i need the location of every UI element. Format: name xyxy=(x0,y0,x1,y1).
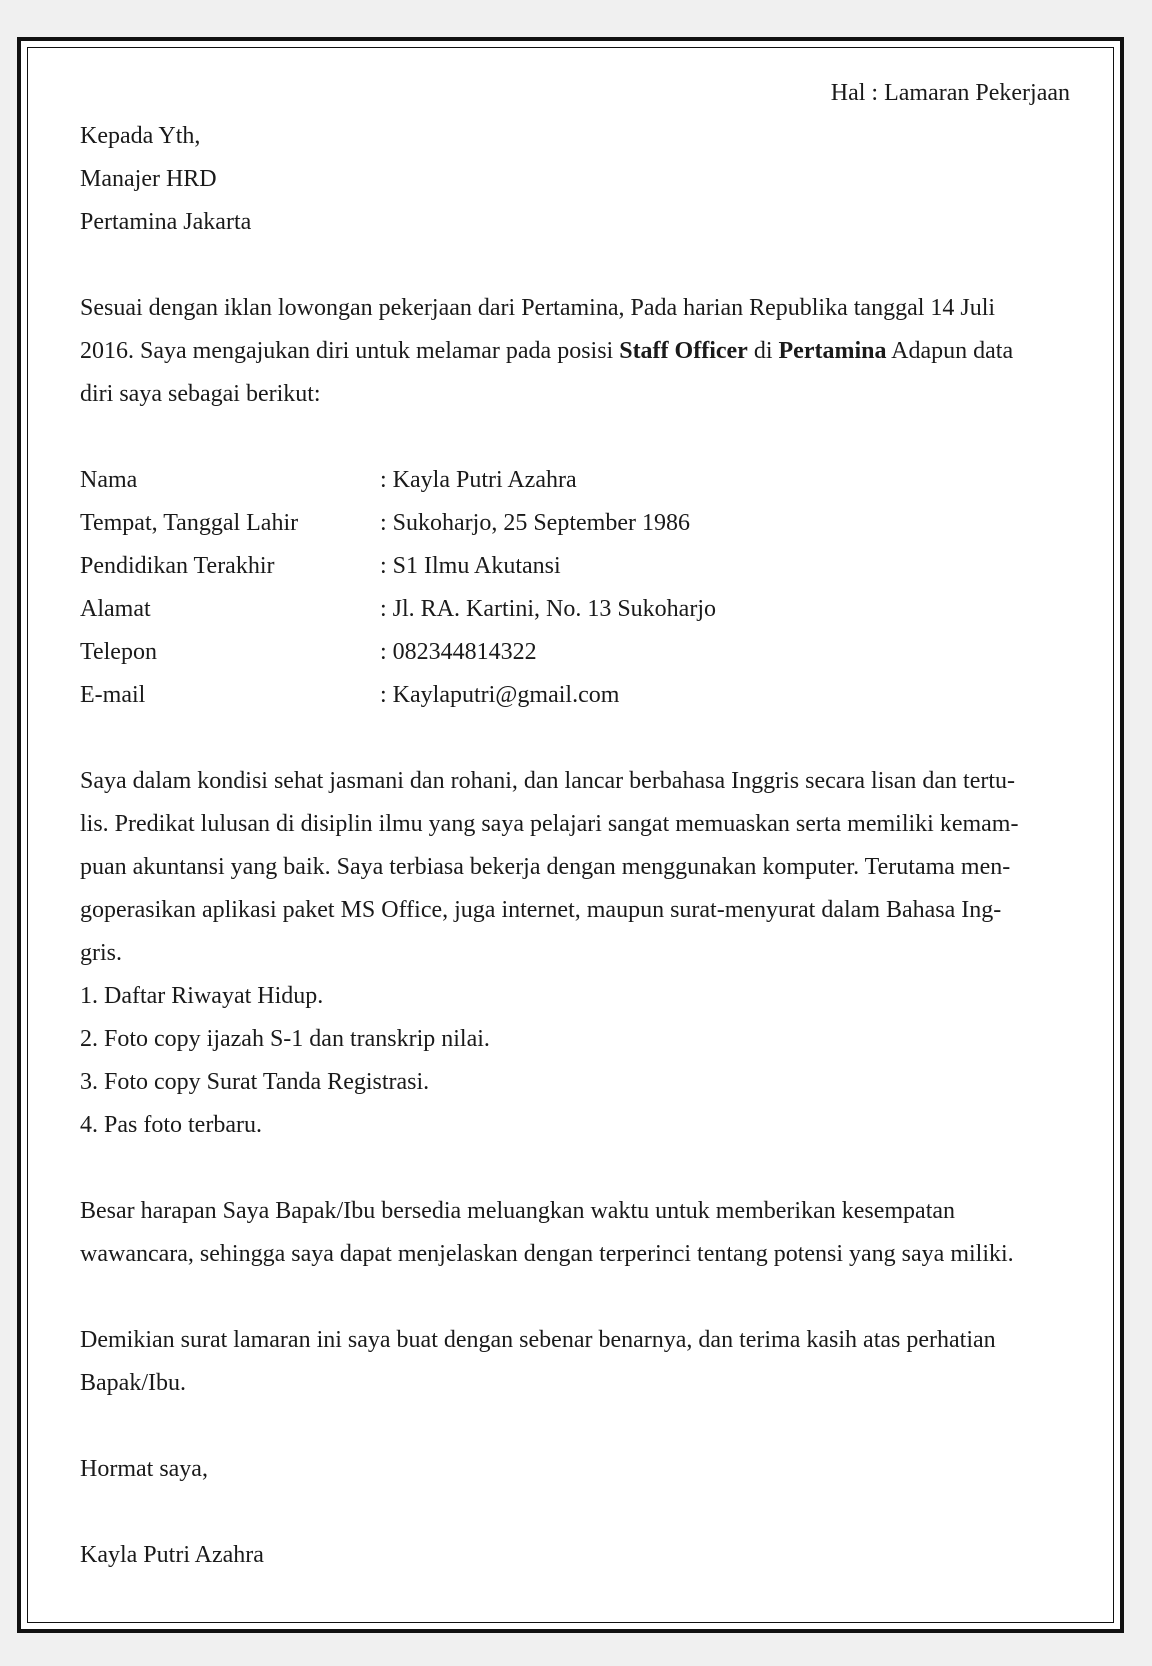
detail-value: Sukoharjo, 25 September 1986 xyxy=(392,510,690,536)
body-line: puan akuntansi yang baik. Saya terbiasa bekerja dengan menggunakan komputer. Terutama men- xyxy=(80,854,1011,880)
detail-value: Kaylaputri@gmail.com xyxy=(392,682,620,708)
body-line: gris. xyxy=(80,940,122,966)
attachment-item: 3. Foto copy Surat Tanda Registrasi. xyxy=(80,1069,430,1095)
detail-row-education xyxy=(80,545,1070,588)
attachment-item: 4. Pas foto terbaru. xyxy=(80,1112,262,1138)
body-line: Saya dalam kondisi sehat jasmani dan rohani, dan lancar berbahasa Inggris secara lisan dan tertu- xyxy=(80,768,1015,794)
detail-row-phone xyxy=(80,631,1070,674)
salutation: Hormat saya, xyxy=(80,1456,208,1482)
hope-line: wawancara, sehingga saya dapat menjelaskan dengan terperinci tentang potensi yang saya miliki. xyxy=(80,1241,1014,1267)
detail-row-name xyxy=(80,459,1070,502)
detail-label: Tempat, Tanggal Lahir xyxy=(80,510,299,536)
position-name: Staff Officer xyxy=(619,338,748,364)
attachment-item: 1. Daftar Riwayat Hidup. xyxy=(80,983,324,1009)
detail-label: E-mail xyxy=(80,682,146,708)
closing-line: Demikian surat lamaran ini saya buat dengan sebenar benarnya, dan terima kasih atas perhatian xyxy=(80,1327,996,1353)
recipient-line: Kepada Yth, xyxy=(80,123,201,149)
detail-separator: : xyxy=(380,596,387,622)
recipient-line: Manajer HRD xyxy=(80,166,217,192)
detail-label: Telepon xyxy=(80,639,157,665)
body-line: goperasikan aplikasi paket MS Office, juga internet, maupun surat-menyurat dalam Bahasa Ing- xyxy=(80,897,1002,923)
detail-label: Alamat xyxy=(80,596,151,622)
closing-line: Bapak/Ibu. xyxy=(80,1370,186,1396)
hope-line: Besar harapan Saya Bapak/Ibu bersedia meluangkan waktu untuk memberikan kesempatan xyxy=(80,1198,956,1224)
recipient-line: Pertamina Jakarta xyxy=(80,209,252,235)
subject-line: Hal : Lamaran Pekerjaan xyxy=(830,80,1070,106)
detail-value: S1 Ilmu Akutansi xyxy=(392,553,561,579)
body-line: lis. Predikat lulusan di disiplin ilmu yang saya pelajari sangat memuaskan serta memiliki kemam- xyxy=(80,811,1019,837)
detail-separator: : xyxy=(380,639,387,665)
letter-content xyxy=(80,72,1070,1577)
company-name: Pertamina xyxy=(778,338,887,364)
detail-separator: : xyxy=(380,510,387,536)
detail-separator: : xyxy=(380,553,387,579)
attachment-item: 2. Foto copy ijazah S-1 dan transkrip nilai. xyxy=(80,1026,490,1052)
signature-name: Kayla Putri Azahra xyxy=(80,1542,264,1568)
detail-value: Kayla Putri Azahra xyxy=(392,467,577,493)
intro-line: 2016. Saya mengajukan diri untuk melamar pada posisi Staff Officer di Pertamina Adapun data xyxy=(80,338,1014,364)
intro-line: Sesuai dengan iklan lowongan pekerjaan dari Pertamina, Pada harian Republika tanggal 14 Juli xyxy=(80,295,996,321)
detail-separator: : xyxy=(380,467,387,493)
detail-row-address xyxy=(80,588,1070,631)
detail-label: Nama xyxy=(80,467,138,493)
detail-separator: : xyxy=(380,682,387,708)
intro-line: diri saya sebagai berikut: xyxy=(80,381,321,407)
detail-value: Jl. RA. Kartini, No. 13 Sukoharjo xyxy=(392,596,716,622)
detail-value: 082344814322 xyxy=(392,639,537,665)
detail-row-email xyxy=(80,674,1070,717)
detail-row-birth xyxy=(80,502,1070,545)
detail-label: Pendidikan Terakhir xyxy=(80,553,275,579)
